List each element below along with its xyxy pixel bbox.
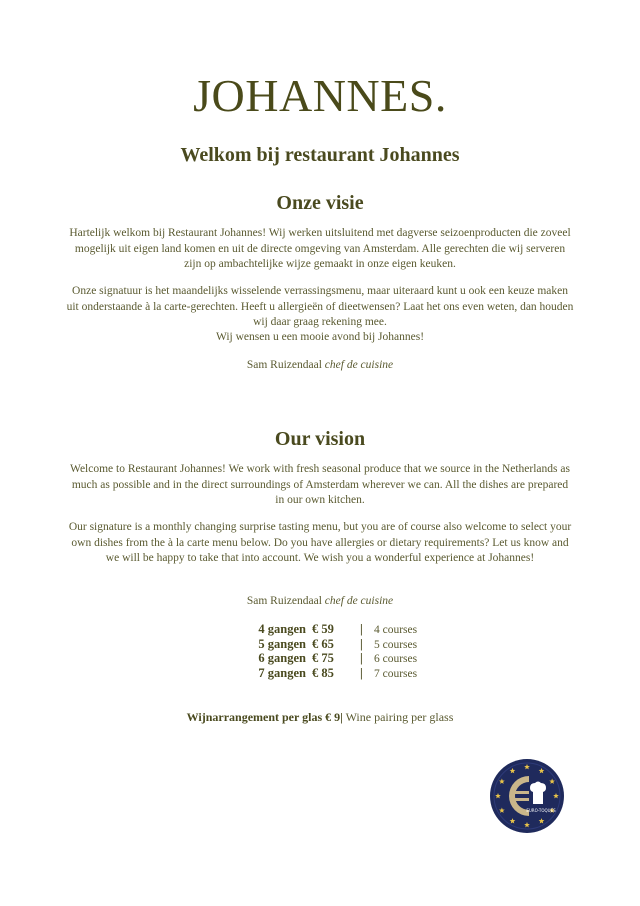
- signature-title: chef de cuisine: [324, 359, 394, 371]
- en-vision-heading: Our vision: [274, 428, 366, 450]
- nl-vision-paragraph-1: Hartelijk welkom bij Restaurant Johannes! Wij werken uitsluitend met dagverse seizoenproducten die zoveel mogelijk uit eigen land komen en uit de directe omgeving van Amsterdam. Alle gerechten die wij serveren zijn op ambachtelijke wijze gemaakt in onze eigen keuken.: [69, 227, 571, 270]
- welcome-heading: Welkom bij restaurant Johannes: [180, 144, 460, 166]
- course-price-list: [0, 622, 640, 680]
- wine-pairing-separator: |: [340, 710, 343, 724]
- course-price: € 75: [312, 651, 334, 665]
- nl-vision-paragraph-2: Onze signatuur is het maandelijks wisselende verrassingsmenu, maar uiteraard kunt u ook een keuze maken uit onderstaande à la carte-gerechten. Heeft u allergieën of dieetwensen? Laat het ons even weten, dan houden wij daar graag rekening mee.: [66, 285, 574, 328]
- signature-name: Sam Ruizendaal: [246, 359, 322, 371]
- course-en: 4 courses: [374, 624, 418, 636]
- en-vision-paragraph-2: Our signature is a monthly changing surprise tasting menu, but you are of course also welcome to select your own dishes from the à la carte menu below. Do you have allergies or dietary requirements? Let us know and we will be happy to take that into account. We wish you a wonderful experience at Johannes!: [68, 521, 572, 564]
- euro-toques-logo-icon: [489, 758, 565, 834]
- course-row: [0, 651, 640, 666]
- wine-pairing-en: Wine pairing per glass: [345, 710, 454, 724]
- signature-title: chef de cuisine: [324, 595, 394, 607]
- course-nl: 5 gangen: [258, 636, 306, 651]
- nl-vision-heading: Onze visie: [276, 192, 364, 214]
- course-en: 5 courses: [374, 638, 418, 651]
- course-row: [0, 622, 640, 637]
- course-separator: |: [360, 622, 363, 636]
- wine-pairing: [0, 710, 640, 725]
- restaurant-logo: JOHANNES.: [193, 70, 447, 121]
- course-nl: 6 gangen: [258, 651, 306, 665]
- en-signature: [0, 594, 640, 609]
- course-nl: 7 gangen: [258, 665, 306, 680]
- course-row: [0, 666, 640, 681]
- course-separator: |: [360, 636, 363, 651]
- course-price: € 65: [312, 636, 334, 651]
- signature-name: Sam Ruizendaal: [246, 595, 322, 607]
- course-price: € 85: [312, 665, 334, 680]
- nl-vision-paragraph-3: Wij wensen u een mooie avond bij Johannes!: [215, 331, 425, 343]
- course-en: 6 courses: [374, 653, 418, 665]
- badge-text: EURO-TOQUES: [526, 808, 556, 813]
- course-en: 7 courses: [374, 667, 418, 680]
- course-separator: |: [360, 665, 363, 680]
- course-separator: |: [360, 651, 363, 665]
- nl-signature: [0, 358, 640, 373]
- course-row: [0, 637, 640, 652]
- wine-pairing-nl: Wijnarrangement per glas € 9: [186, 710, 341, 724]
- course-nl: 4 gangen: [258, 622, 306, 636]
- en-vision-paragraph-1: Welcome to Restaurant Johannes! We work with fresh seasonal produce that we source in the Netherlands as much as possible and in the direct surroundings of Amsterdam wherever we can. All the dishes are prepared in our own kitchen.: [70, 463, 570, 506]
- course-price: € 59: [312, 622, 334, 636]
